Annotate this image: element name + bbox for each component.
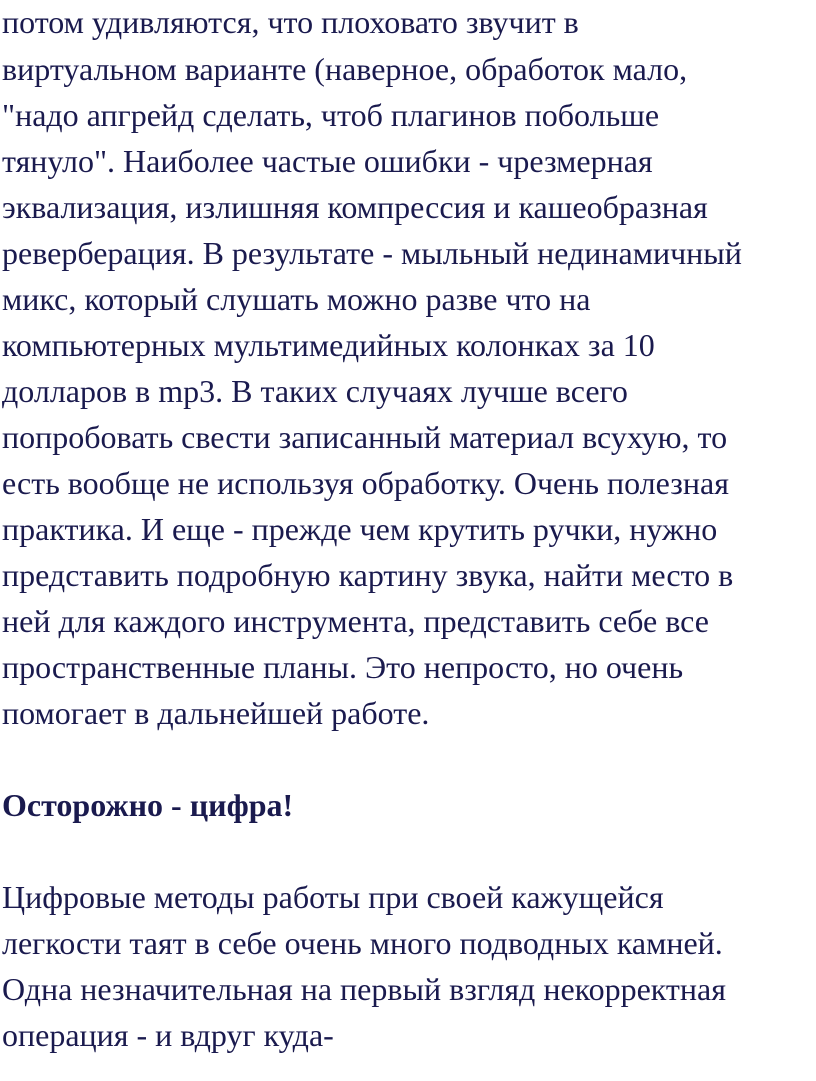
paragraph-1-line: практика. И еще - прежде чем крутить ручки, нужно bbox=[2, 511, 718, 547]
paragraph-1-line: компьютерных мультимедийных колонках за 10 bbox=[2, 327, 655, 363]
paragraph-1-line: реверберация. В результате - мыльный нединамичный bbox=[2, 235, 742, 271]
paragraph-1-line: эквализация, излишняя компрессия и кашеобразная bbox=[2, 189, 708, 225]
paragraph-1-line: есть вообще не используя обработку. Очень полезная bbox=[2, 465, 729, 501]
paragraph-1-line: попробовать свести записанный материал всухую, то bbox=[2, 419, 728, 455]
paragraph-1-line: пространственные планы. Это непросто, но очень bbox=[2, 649, 684, 685]
paragraph-1-line: "надо апгрейд сделать, чтоб плагинов побольше bbox=[2, 97, 660, 133]
paragraph-1-line: помогает в дальнейшей работе. bbox=[2, 695, 430, 731]
paragraph-1-line: представить подробную картину звука, найти место в bbox=[2, 557, 734, 593]
paragraph-1-line: микс, который слушать можно разве что на bbox=[2, 281, 591, 317]
paragraph-1-line: ней для каждого инструмента, представить себе все bbox=[2, 603, 709, 639]
paragraph-2-line: легкости таят в себе очень много подводных камней. bbox=[2, 925, 723, 961]
paragraph-2-line: операция - и вдруг куда- bbox=[2, 1017, 334, 1053]
paragraph-2-line: Одна незначительная на первый взгляд некорректная bbox=[2, 971, 726, 1007]
paragraph-1-line: долларов в mp3. В таких случаях лучше всего bbox=[2, 373, 628, 409]
paragraph-1-line: тянуло". Наиболее частые ошибки - чрезмерная bbox=[2, 143, 653, 179]
paragraph-1-line: виртуальном варианте (наверное, обработок мало, bbox=[2, 51, 688, 87]
paragraph-1-line: потом удивляются, что плоховато звучит в bbox=[2, 4, 579, 40]
section-heading: Осторожно - цифра! bbox=[2, 787, 294, 823]
paragraph-2-line: Цифровые методы работы при своей кажущейся bbox=[2, 879, 664, 915]
